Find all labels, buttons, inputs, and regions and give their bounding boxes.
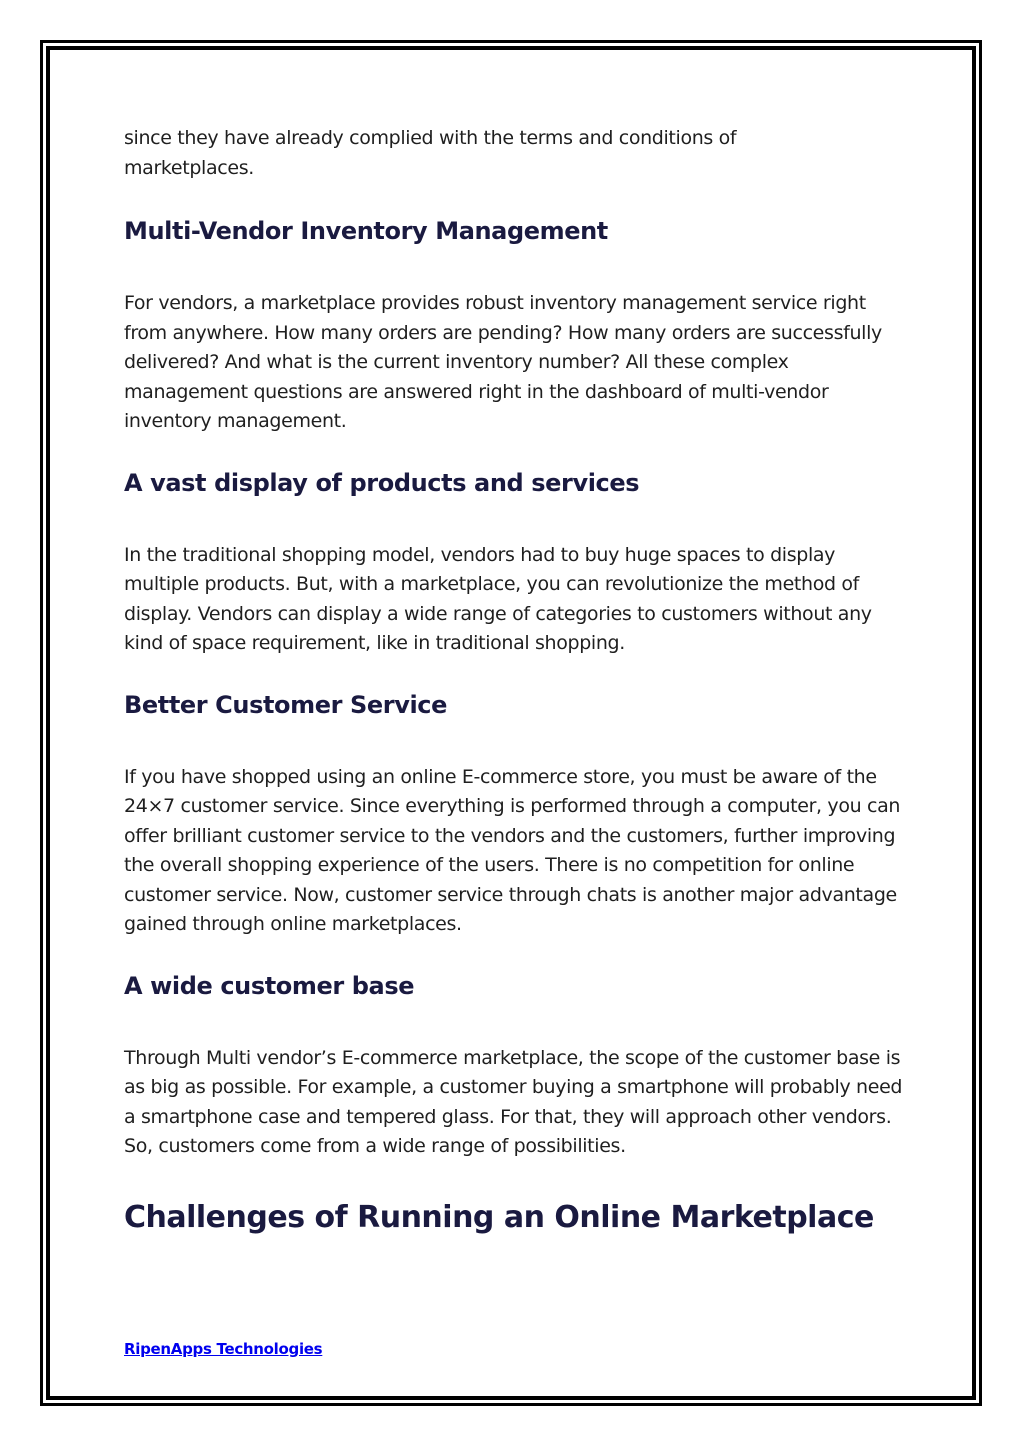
document-body — [124, 124, 904, 1238]
footer-company-link[interactable]: RipenApps Technologies — [124, 1340, 323, 1358]
section-body-customer-base: Through Multi vendor’s E-commerce marketplace, the scope of the customer base is as big as possible. For example, a customer buying a smartphone will probably need a smartphone case and tempered glass. For that, they will approach other vendors. So, customers come from a wide range of possibilities. — [124, 1046, 903, 1157]
main-heading: Challenges of Running an Online Marketplace — [124, 1199, 874, 1235]
section-heading-inventory: Multi-Vendor Inventory Management — [124, 217, 608, 245]
section-heading-customer-base: A wide customer base — [124, 971, 415, 1000]
intro-paragraph: since they have already complied with the terms and conditions of marketplaces. — [124, 127, 737, 179]
section-heading-customer-service: Better Customer Service — [124, 690, 447, 719]
section-body-inventory: For vendors, a marketplace provides robust inventory management service right from anywhere. How many orders are pending? How many orders are successfully delivered? And what is the current inventory number? All these complex management questions are answered right in the dashboard of multi-vendor inventory management. — [124, 292, 882, 432]
section-body-customer-service: If you have shopped using an online E-commerce store, you must be aware of the 24×7 customer service. Since everything is performed through a computer, you can offer brilliant customer service to the vendors and the customers, further improving the overall shopping experience of the users. There is no competition for online customer service. Now, customer service through chats is another major advantage gained through online marketplaces. — [124, 765, 901, 935]
section-heading-display: A vast display of products and services — [124, 468, 640, 497]
section-body-display: In the traditional shopping model, vendors had to buy huge spaces to display multiple products. But, with a marketplace, you can revolutionize the method of display. Vendors can display a wide range of categories to customers without any kind of space requirement, like in traditional shopping. — [124, 543, 872, 654]
